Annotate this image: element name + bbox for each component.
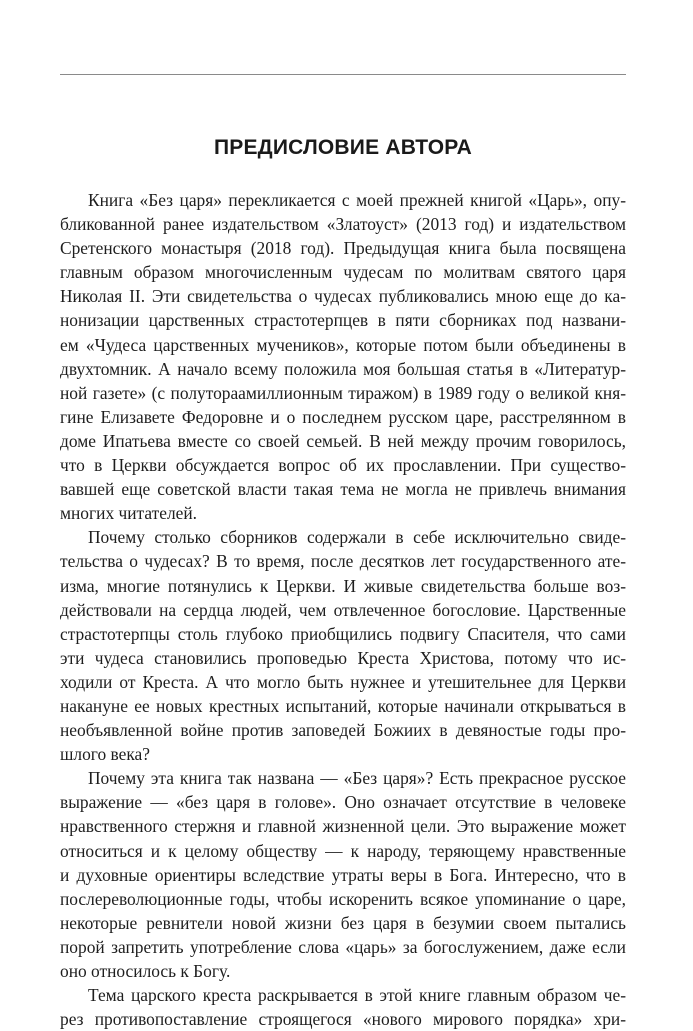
text-line: страстотерпцы столь глубоко приобщились подвигу Спасителя, что сами (60, 623, 626, 644)
text-line: Книга «Без царя» перекликается с моей прежней книгой «Царь», опу- (88, 190, 626, 210)
header-rule (60, 74, 626, 75)
text-line: главным образом многочисленным чудесам по молитвам святого царя (60, 262, 626, 283)
paragraph (60, 188, 626, 525)
text-line: многих читателей. (60, 503, 197, 524)
text-line: эти чудеса становились проповедью Креста Христова, потому что ис- (60, 647, 626, 668)
page-title: ПРЕДИСЛОВИЕ АВТОРА (213, 136, 473, 159)
text-line: выражение — «без царя в голове». Оно означает отсутствие в человеке (60, 792, 626, 813)
text-line: бликованной ранее издательством «Златоуст» (2013 год) и издательством (60, 214, 626, 235)
text-line: шлого века? (60, 744, 150, 765)
text-line: нравственного стержня и главной жизненной цели. Это выражение может (60, 816, 626, 837)
text-line: Тема царского креста раскрывается в этой книге главным образом че- (88, 985, 626, 1006)
text-line: Сретенского монастыря (2018 год). Предыдущая книга была посвящена (60, 238, 626, 259)
text-line: ем «Чудеса царственных мучеников», которые потом были объединены в (60, 334, 626, 355)
text-line: Почему столько сборников содержали в себе исключительно свиде- (88, 527, 626, 548)
text-line: вавшей еще советской власти такая тема не могла не привлечь внимания (60, 479, 626, 500)
text-line: действовали на сердца людей, чем отвлеченное богословие. Царственные (60, 599, 626, 620)
text-line: нонизации царственных страстотерпцев в пяти сборниках под названи- (60, 310, 626, 331)
text-line: оно относилось к Богу. (60, 961, 231, 981)
text-line: порой запретить употребление слова «царь» за богослужением, даже если (60, 936, 626, 957)
text-line: что в Церкви обсуждается вопрос об их прославлении. При существо- (60, 455, 626, 476)
text-line: рез противопоставление строящегося «нового мирового порядка» хри- (60, 1009, 626, 1030)
text-line: двухтомник. А начало всему положила моя большая статья в «Литератур- (60, 358, 626, 379)
text-line: Почему эта книга так названа — «Без царя»? Есть прекрасное русское (88, 768, 626, 789)
text-line: Николая II. Эти свидетельства о чудесах публиковались мною еще до ка- (60, 286, 626, 307)
text-line: ходили от Креста. А что могло быть нужнее и утешительнее для Церкви (60, 671, 626, 692)
text-line: относиться и к целому обществу — к народу, теряющему нравственные (60, 840, 626, 861)
text-line: доме Ипатьева вместе со своей семьей. В ней между прочим говорилось, (60, 430, 626, 451)
text-line: и духовные ориентиры вследствие утраты веры в Бога. Интересно, что в (60, 864, 626, 885)
paragraph (60, 525, 626, 766)
text-line: гине Елизавете Федоровне и о последнем русском царе, расстрелянном в (60, 406, 626, 427)
text-line: необъявленной войне против заповедей Божиих в девяностые годы про- (60, 720, 626, 741)
body-text (60, 188, 626, 1031)
text-line: накануне ее новых крестных испытаний, которые начинали открываться в (60, 695, 626, 716)
text-line: изма, многие потянулись к Церкви. И живые свидетельства больше воз- (60, 575, 626, 596)
text-line: ной газете» (с полутораамиллионным тиражом) в 1989 году о великой кня- (60, 382, 626, 403)
paragraph (60, 766, 626, 983)
text-line: послереволюционные годы, чтобы искоренить всякое упоминание о царе, (60, 888, 626, 909)
text-line: некоторые ревнители новой жизни без царя в безумии своем пытались (60, 912, 626, 933)
text-line: тельства о чудесах? В то время, после десятков лет государственного ате- (60, 551, 626, 572)
paragraph (60, 983, 626, 1031)
